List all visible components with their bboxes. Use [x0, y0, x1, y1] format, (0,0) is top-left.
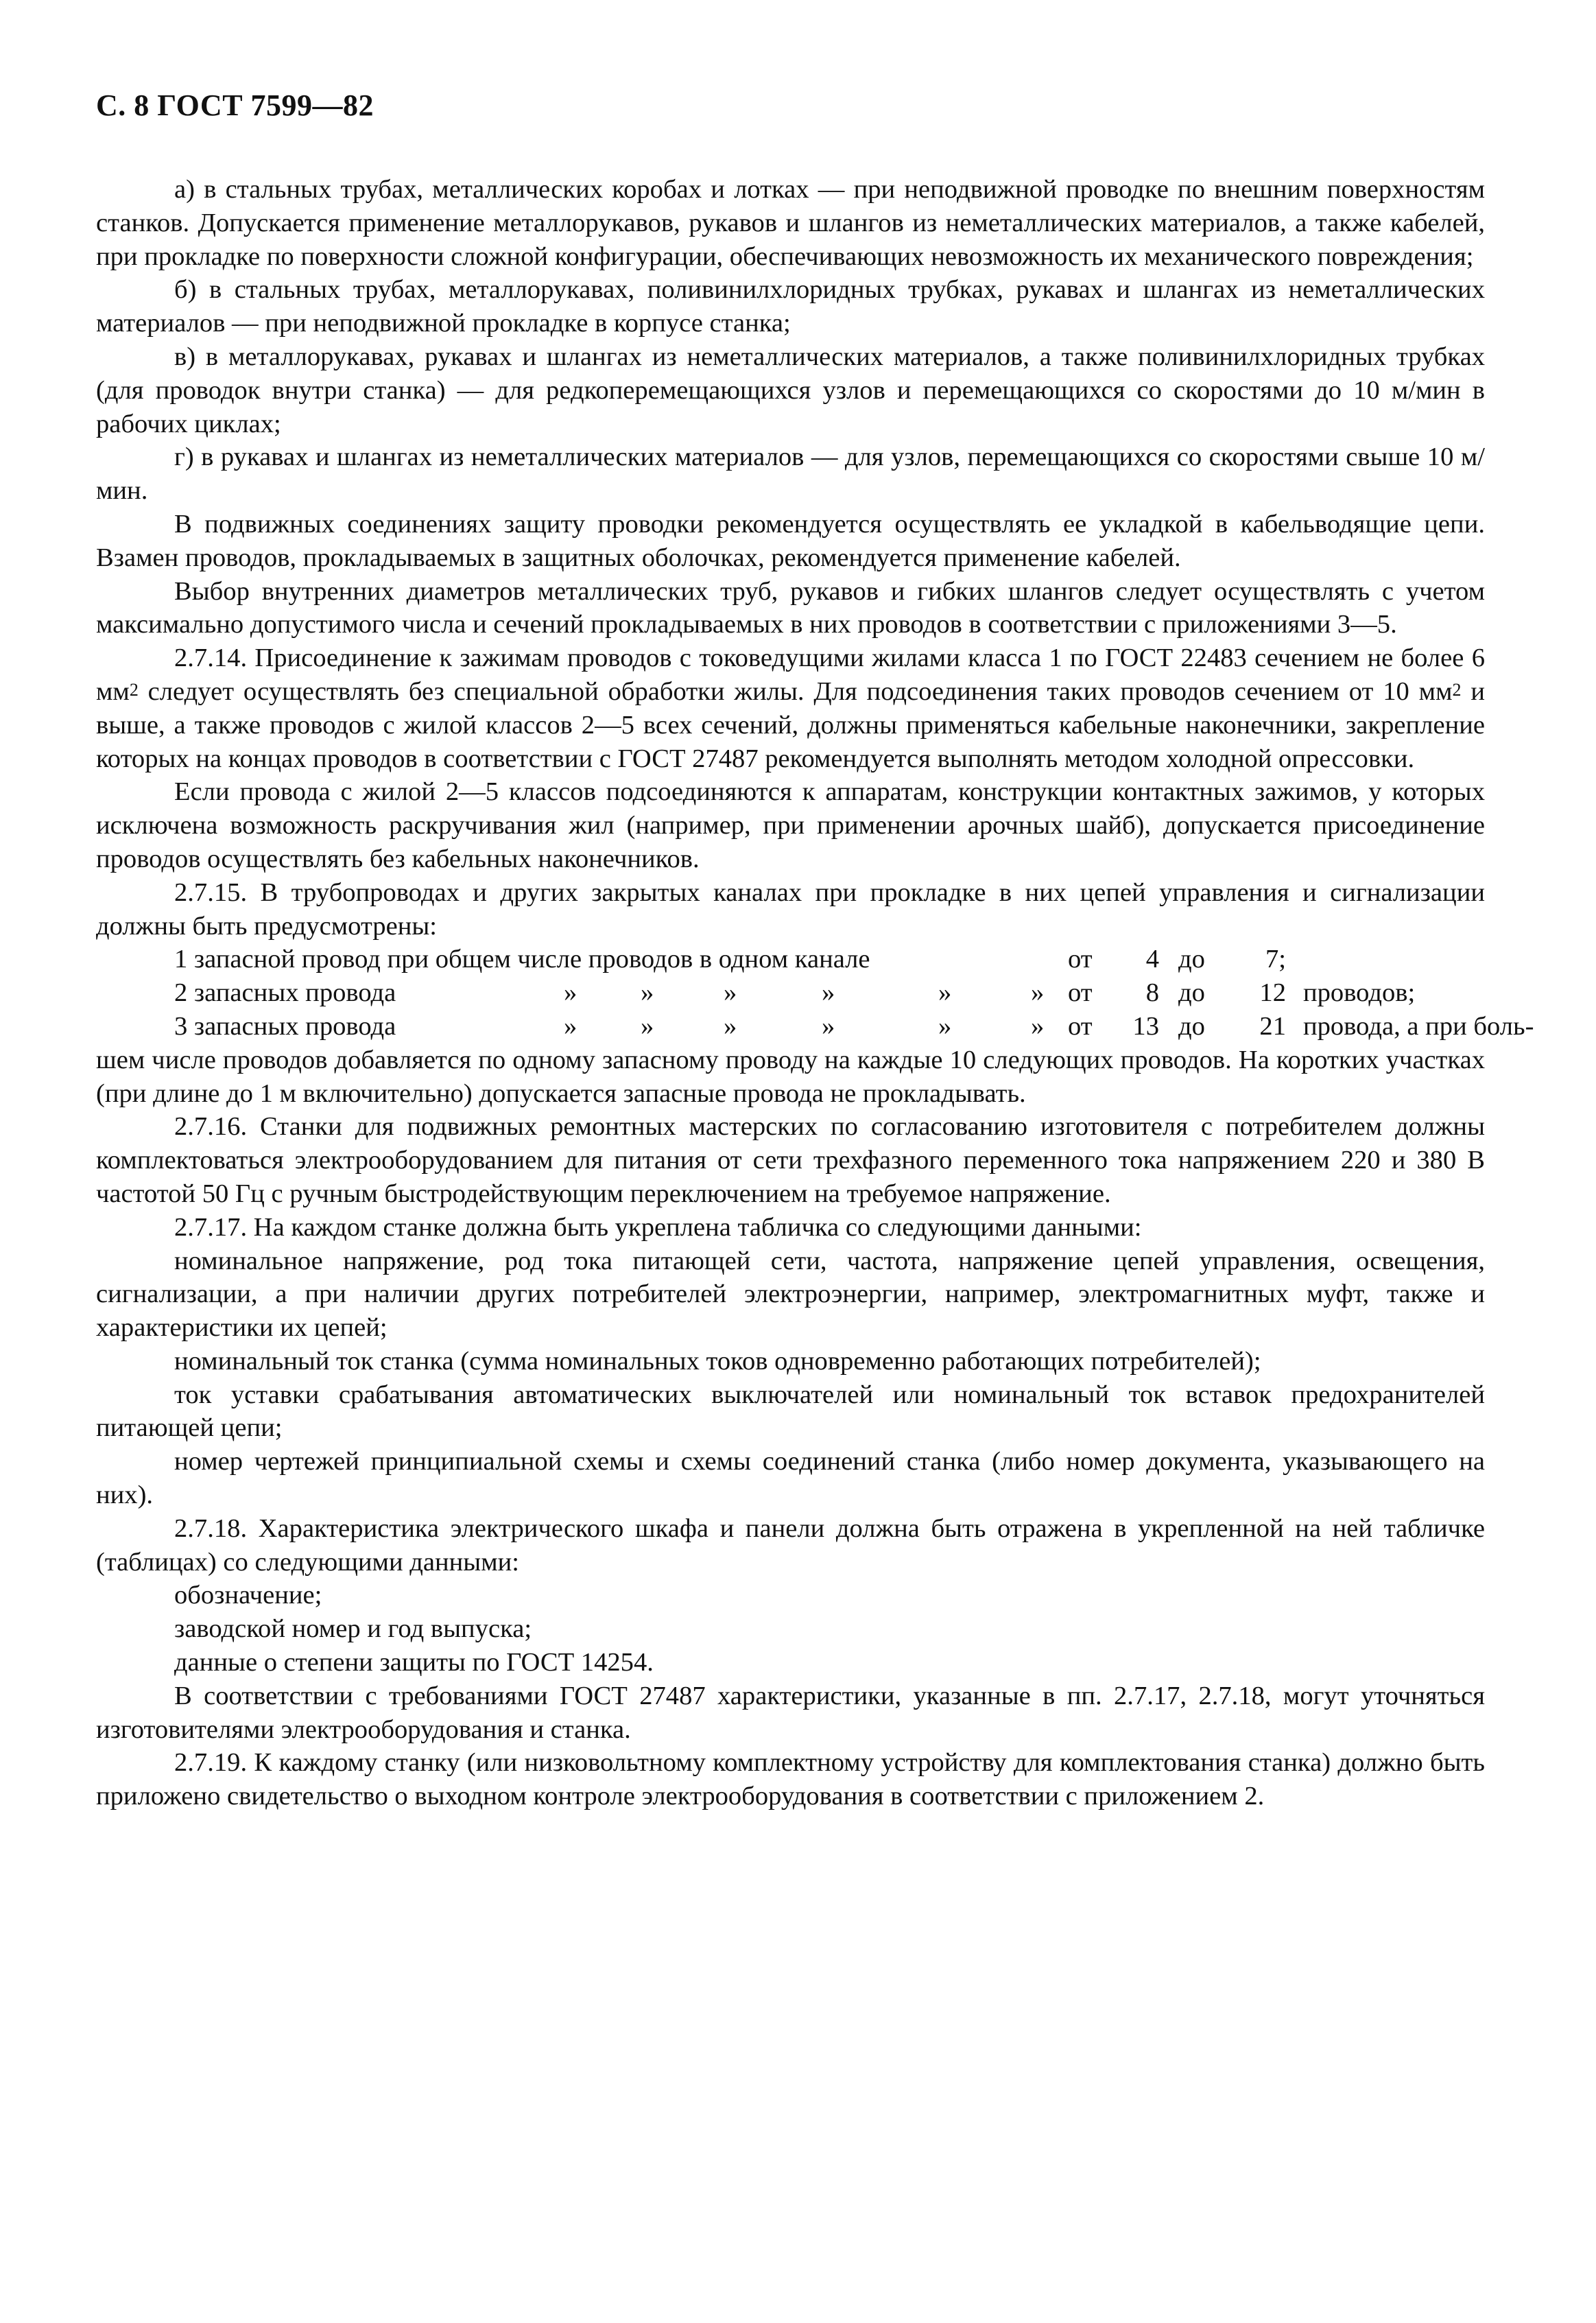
body-text — [96, 173, 1534, 1813]
paragraph-clarification: В соответствии с требованиями ГОСТ 27487 характеристики, указанные в пп. 2.7.17, 2.7.18, могут уточняться изготовителями электрооборудования и станка. — [96, 1681, 1485, 1744]
plate-item-breaker: ток уставки срабатывания автоматических выключателей или номинальный ток вставок предохранителей питающей цепи; — [96, 1380, 1485, 1443]
paragraph-diameter-selection: Выбор внутренних диаметров металлических труб, рукавов и гибких шлангов следует осуществлять с учетом максимально допустимого числа и сечений прокладываемых в них проводов в соответствии с приложениями 3—5. — [96, 576, 1485, 639]
ditto-mark: » — [1031, 1011, 1045, 1041]
spare-wire-row — [96, 943, 1485, 976]
spare-wire-max: 21 — [1259, 1011, 1286, 1041]
superscript-2: 2 — [1452, 679, 1462, 700]
ditto-mark: » — [641, 1011, 654, 1041]
paragraph-b: б) в стальных трубах, металлорукавах, поливинилхлоридных трубках, рукавах и шлангах из неметаллических материалов — при неподвижной прокладке в корпусе станка; — [96, 275, 1485, 338]
spare-wire-row — [96, 976, 1485, 1010]
spare-wire-tail: провода, а при боль- — [1303, 1011, 1534, 1041]
clause-2-7-19: 2.7.19. К каждому станку (или низковольтному комплектному устройству для комплектования станка) должно быть приложено свидетельство о выходном контроле электрооборудования в соответствии с приложением 2. — [96, 1748, 1485, 1811]
ditto-mark: » — [641, 978, 654, 1008]
spare-wire-min: 8 — [1145, 978, 1159, 1008]
spare-wire-min: 13 — [1132, 1011, 1159, 1041]
plate-item-voltage: номинальное напряжение, род тока питающей сети, частота, напряжение цепей управления, освещения, сигнализации, а при наличии других потребителей электроэнергии, например, электромагнитных муфт, также и характеристики их цепей; — [96, 1246, 1485, 1343]
spare-wire-tail: проводов; — [1303, 978, 1416, 1008]
spare-wire-min: 4 — [1145, 945, 1159, 974]
spare-wire-label: 2 запасных провода — [174, 978, 396, 1008]
spare-wire-max: 7; — [1265, 945, 1286, 974]
spare-wire-label: 3 запасных провода — [174, 1011, 396, 1041]
spare-wire-max: 12 — [1259, 978, 1286, 1008]
clause-2-7-14-part-b: следует осуществлять без специальной обработки жилы. Для подсоединения таких проводов сечением от 10 мм — [138, 676, 1453, 706]
ditto-mark: » — [822, 1011, 835, 1041]
ditto-mark: » — [938, 1011, 952, 1041]
ditto-mark: » — [564, 978, 577, 1008]
spare-wire-from: от — [1068, 945, 1093, 974]
paragraph-spare-wire-continuation: шем числе проводов добавляется по одному запасному проводу на каждые 10 следующих проводов. На коротких участках (при длине до 1 м включительно) допускается запасные провода не прокладывать. — [96, 1045, 1485, 1108]
plate-item-current: номинальный ток станка (сумма номинальных токов одновременно работающих потребителей); — [174, 1346, 1261, 1376]
page-header: С. 8 ГОСТ 7599—82 — [96, 89, 374, 122]
clause-2-7-18: 2.7.18. Характеристика электрического шкафа и панели должна быть отражена в укрепленной на ней табличке (таблицах) со следующими данными: — [96, 1513, 1485, 1577]
ditto-mark: » — [938, 978, 952, 1008]
ditto-mark: » — [822, 978, 835, 1008]
superscript-2: 2 — [129, 679, 139, 700]
paragraph-g: г) в рукавах и шлангах из неметаллических материалов — для узлов, перемещающихся со скоростями свыше 10 м/мин. — [96, 443, 1485, 506]
spare-wire-to: до — [1178, 978, 1205, 1008]
paragraph-a: а) в стальных трубах, металлических коробах и лотках — при неподвижной проводке по внешним поверхностям станков. Допускается применение металлорукавов, рукавов и шлангов из неметаллических материалов, а также кабелей, при прокладке по поверхности сложной конфигурации, обеспечивающих невозможность их механического повреждения; — [96, 175, 1485, 271]
spare-wire-from: от — [1068, 1011, 1093, 1041]
cabinet-item-designation: обозначение; — [174, 1581, 322, 1610]
paragraph-v: в) в металлорукавах, рукавах и шлангах из неметаллических материалов, а также поливинилхлоридных трубках (для проводок внутри станка) — для редкоперемещающихся узлов и перемещающихся со скоростями до 10 м/мин в рабочих циклах; — [96, 342, 1485, 438]
ditto-mark: » — [1031, 978, 1045, 1008]
clause-2-7-14-part-a: 2.7.14. Присоединение к зажимам проводов с токоведущими жилами класса 1 по ГОСТ 22483 сечением не более 6 мм — [96, 644, 1485, 706]
spare-wire-to: до — [1178, 945, 1205, 974]
ditto-mark: » — [724, 978, 737, 1008]
clause-2-7-17: 2.7.17. На каждом станке должна быть укреплена табличка со следующими данными: — [174, 1212, 1142, 1242]
cabinet-item-protection: данные о степени защиты по ГОСТ 14254. — [174, 1648, 654, 1677]
ditto-mark: » — [564, 1011, 577, 1041]
clause-2-7-16: 2.7.16. Станки для подвижных ремонтных мастерских по согласованию изготовителя с потребителем должны комплектоваться электрооборудованием для питания от сети трехфазного переменного тока напряжением 220 и 380 В частотой 50 Гц с ручным быстродействующим переключением на требуемое напряжение. — [96, 1112, 1485, 1208]
spare-wire-row — [96, 1010, 1534, 1043]
paragraph-movable-joints: В подвижных соединениях защиту проводки рекомендуется осуществлять ее укладкой в кабельводящие цепи. Взамен проводов, прокладываемых в защитных оболочках, рекомендуется применение кабелей. — [96, 509, 1485, 572]
cabinet-item-serial: заводской номер и год выпуска; — [174, 1614, 532, 1644]
paragraph-arched-washers: Если провода с жилой 2—5 классов подсоединяются к аппаратам, конструкции контактных зажимов, у которых исключена возможность раскручивания жил (например, при применении арочных шайб), допускается присоединение проводов осуществлять без кабельных наконечников. — [96, 777, 1485, 873]
clause-2-7-14 — [96, 641, 1485, 775]
spare-wire-to: до — [1178, 1011, 1205, 1041]
spare-wire-from: от — [1068, 978, 1093, 1008]
clause-2-7-15: 2.7.15. В трубопроводах и других закрытых каналах при прокладке в них цепей управления и сигнализации должны быть предусмотрены: — [96, 877, 1485, 941]
ditto-mark: » — [724, 1011, 737, 1041]
plate-item-drawings: номер чертежей принципиальной схемы и схемы соединений станка (либо номер документа, указывающего на них). — [96, 1447, 1485, 1510]
clause-2-7-14-part-c: и выше, а также проводов с жилой классов 2—5 всех сечений, должны применяться кабельные наконечники, закрепление которых на концах проводов в соответствии с ГОСТ 27487 рекомендуется выполнять методом холодной опрессовки. — [96, 676, 1485, 773]
spare-wire-label: 1 запасной провод при общем числе проводов в одном канале — [174, 945, 870, 974]
